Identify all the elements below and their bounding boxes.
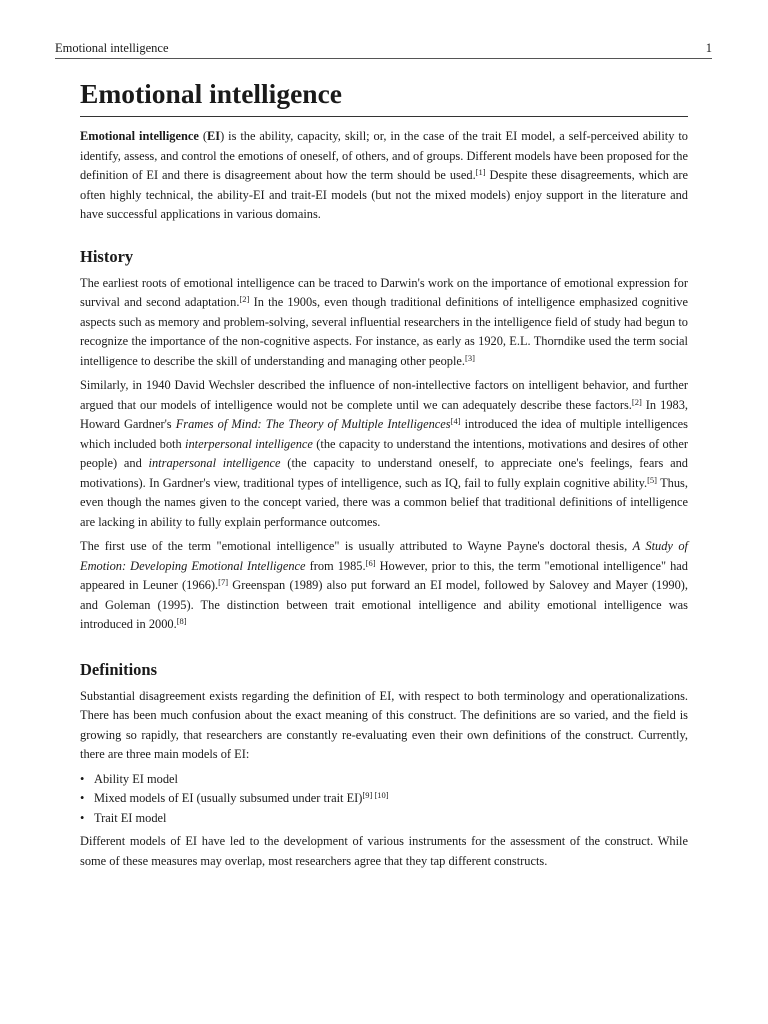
running-header: [55, 38, 712, 59]
citation-link[interactable]: [2]: [631, 396, 642, 407]
paragraph-text: introduced the idea of multiple intelligences which included both: [80, 417, 688, 451]
page-number: 1: [705, 41, 712, 55]
definitions-paragraph-2: Different models of EI have led to the development of various instruments for the assessment of the construct. While some of these measures may overlap, most researchers agree that they tap different constructs.: [80, 834, 688, 868]
paragraph-text: Thus, even though the names given to the concept varied, there was a common belief that traditional definitions of intelligence are lacking in ability to fully explain performance outcomes.: [80, 475, 688, 529]
bullet-icon: •: [80, 810, 85, 825]
citation-link[interactable]: [8]: [176, 616, 187, 626]
lead-abbr: EI: [206, 129, 221, 143]
article-body: [80, 78, 688, 871]
list-item: [80, 789, 688, 809]
history-paragraph-1: [80, 274, 688, 372]
paragraph-text: (the capacity to understand the intentions, motivations and desires of other people) and: [80, 436, 688, 470]
paragraph-text: In 1983, Howard Gardner's: [80, 397, 688, 431]
article-title: Emotional intelligence: [80, 78, 688, 117]
citation-link[interactable]: [9] [10]: [362, 790, 389, 800]
history-paragraph-2: [80, 376, 688, 532]
paragraph-text: Similarly, in 1940 David Wechsler described the influence of non-intellective factors on intelligent behavior, and further argued that our models of intelligence would not be complete until we can adequately describe these factors.: [80, 378, 688, 412]
lead-term: Emotional intelligence: [80, 129, 199, 143]
list-item-text: Mixed models of EI (usually subsumed under trait EI): [94, 791, 363, 805]
citation-link[interactable]: [5]: [647, 474, 657, 485]
paragraph-text: Greenspan (1989) also put forward an EI model, followed by Salovey and Mayer (1990), and Goleman (1995). The distinction between trait emotional intelligence and ability emotional intelligence was introduced in 2000.: [80, 578, 689, 631]
paragraph-text: (the capacity to understand oneself, to appreciate one's feelings, fears and motivations). In Gardner's view, traditional types of intelligence, such as IQ, fail to fully explain cognitive ability.: [80, 456, 688, 490]
paragraph-text: The earliest roots of emotional intelligence can be traced to Darwin's work on the importance of emotional expression for survival and second adaptation.: [80, 275, 688, 309]
list-item: [80, 770, 688, 790]
ei-models-list: [80, 770, 688, 829]
term-interpersonal: interpersonal intelligence: [185, 436, 313, 451]
citation-link[interactable]: [6]: [365, 557, 376, 568]
paragraph-text: The first use of the term "emotional intelligence" is usually attributed to Wayne Payne's doctoral thesis,: [80, 539, 633, 553]
book-title: Frames of Mind: The Theory of Multiple Intelligences: [175, 417, 451, 431]
paragraph-text: from 1985.: [305, 558, 366, 573]
section-heading-definitions: Definitions: [80, 659, 158, 679]
definitions-paragraph-1: Substantial disagreement exists regarding the definition of EI, with respect to both terminology and operationalizations. There has been much confusion about the exact meaning of this construct. The definitions are so varied, and the field is growing so rapidly, that researchers are constantly re-evaluating even their own definitions of the construct. Currently, there are three main models of EI:: [80, 688, 688, 761]
lead-paragraph: [80, 127, 688, 225]
running-header-title: Emotional intelligence: [55, 41, 169, 55]
list-item-text: Ability EI model: [94, 771, 178, 786]
section-heading-history: History: [80, 246, 134, 266]
paragraph-text: However, prior to this, the term "emotional intelligence" had appeared in Leuner (1966).: [80, 558, 688, 592]
citation-link[interactable]: [1]: [475, 167, 486, 177]
lead-text: (: [198, 129, 207, 143]
term-intrapersonal: intrapersonal intelligence: [148, 456, 281, 470]
thesis-title: A Study of Emotion: Developing Emotional Intelligence: [80, 539, 688, 573]
citation-link[interactable]: [4]: [450, 416, 461, 426]
lead-text: Despite these disagreements, which are often highly technical, the ability-EI and trait-EI models (but not the mixed models) enjoy support in the literature and have successful applications in various domains.: [80, 168, 688, 221]
list-item-text: Trait EI model: [94, 810, 167, 825]
citation-link[interactable]: [2]: [239, 294, 250, 304]
bullet-icon: •: [80, 791, 85, 805]
citation-link[interactable]: [7]: [218, 577, 229, 587]
bullet-icon: •: [80, 771, 85, 786]
lead-text: ) is the ability, capacity, skill; or, in the case of the trait EI model, a self-perceived ability to identify, assess, and control the emotions of oneself, of others, and of groups. Different models have been proposed for the definition of EI and there is disagreement about how the term should be used.: [80, 129, 688, 182]
paragraph-text: In the 1900s, even though traditional definitions of intelligence emphasized cognitive aspects such as memory and problem-solving, several influential researchers in the intelligence field of study had begun to recognize the importance of the non-cognitive aspects. For instance, as early as 1920, E.L. Thorndike used the term social intelligence to describe the skill of understanding and managing other people.: [80, 295, 688, 368]
citation-link[interactable]: [3]: [465, 352, 475, 363]
history-paragraph-3: [80, 537, 688, 635]
list-item: [80, 809, 688, 829]
